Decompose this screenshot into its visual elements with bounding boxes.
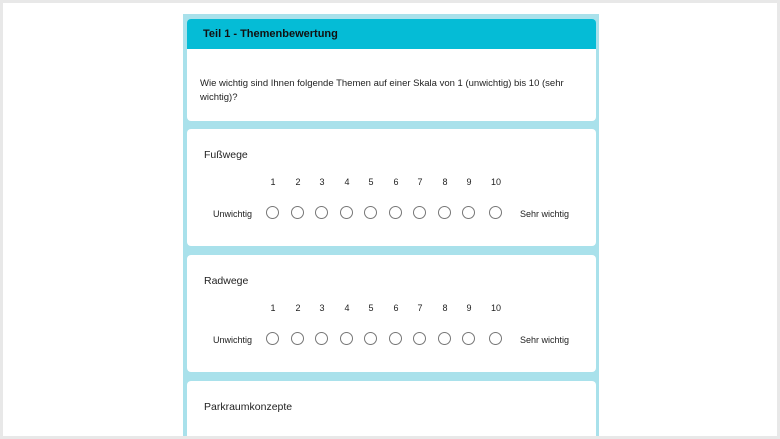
- scale-high-label: Sehr wichtig: [520, 335, 570, 345]
- scale-number: 1: [270, 303, 276, 313]
- rating-radio-7[interactable]: [413, 206, 426, 219]
- question-card-radwege: [187, 255, 596, 372]
- scale-number: 3: [319, 177, 325, 187]
- scale-number: 8: [442, 303, 448, 313]
- rating-radio-1[interactable]: [266, 206, 279, 219]
- rating-radio-8[interactable]: [438, 332, 451, 345]
- rating-radio-9[interactable]: [462, 206, 475, 219]
- rating-radio-6[interactable]: [389, 332, 402, 345]
- rating-radio-3[interactable]: [315, 206, 328, 219]
- rating-radio-7[interactable]: [413, 332, 426, 345]
- question-label: Fußwege: [204, 149, 248, 161]
- scale-number: 4: [344, 177, 350, 187]
- rating-radio-10[interactable]: [489, 206, 502, 219]
- rating-radio-2[interactable]: [291, 206, 304, 219]
- scale-number: 6: [393, 303, 399, 313]
- rating-radio-3[interactable]: [315, 332, 328, 345]
- question-card-parkraumkonzepte: [187, 381, 596, 436]
- rating-radio-5[interactable]: [364, 332, 377, 345]
- rating-radio-group: [187, 328, 596, 348]
- rating-radio-5[interactable]: [364, 206, 377, 219]
- rating-radio-1[interactable]: [266, 332, 279, 345]
- scale-number: 7: [417, 177, 423, 187]
- rating-radio-6[interactable]: [389, 206, 402, 219]
- survey-form: [183, 14, 599, 436]
- scale-number: 2: [295, 177, 301, 187]
- scale-number: 9: [466, 303, 472, 313]
- scale-number: 9: [466, 177, 472, 187]
- section-intro: [187, 49, 596, 121]
- scale-number: 5: [368, 303, 374, 313]
- rating-radio-group: [187, 202, 596, 222]
- scale-numbers: [187, 303, 596, 317]
- scale-number: 7: [417, 303, 423, 313]
- scale-low-label: Unwichtig: [213, 335, 253, 345]
- rating-radio-8[interactable]: [438, 206, 451, 219]
- scale-number: 4: [344, 303, 350, 313]
- survey-page: [3, 3, 777, 436]
- rating-radio-9[interactable]: [462, 332, 475, 345]
- section-header: [187, 19, 596, 49]
- rating-radio-4[interactable]: [340, 332, 353, 345]
- question-label: Parkraumkonzepte: [204, 401, 293, 413]
- scale-number: 10: [490, 177, 501, 187]
- section-title: Teil 1 - Themenbewertung: [203, 28, 338, 40]
- question-card-fusswege: [187, 129, 596, 246]
- scale-number: 8: [442, 177, 448, 187]
- scale-number: 1: [270, 177, 276, 187]
- scale-number: 2: [295, 303, 301, 313]
- scale-number: 5: [368, 177, 374, 187]
- scale-number: 3: [319, 303, 325, 313]
- rating-radio-2[interactable]: [291, 332, 304, 345]
- rating-radio-10[interactable]: [489, 332, 502, 345]
- question-label: Radwege: [204, 275, 249, 287]
- intro-text: Wie wichtig sind Ihnen folgende Themen auf einer Skala von 1 (unwichtig) bis 10 (sehr wichtig)?: [200, 78, 564, 103]
- scale-number: 6: [393, 177, 399, 187]
- scale-high-label: Sehr wichtig: [520, 209, 570, 219]
- scale-numbers: [187, 177, 596, 191]
- scale-low-label: Unwichtig: [213, 209, 253, 219]
- scale-number: 10: [490, 303, 501, 313]
- rating-radio-4[interactable]: [340, 206, 353, 219]
